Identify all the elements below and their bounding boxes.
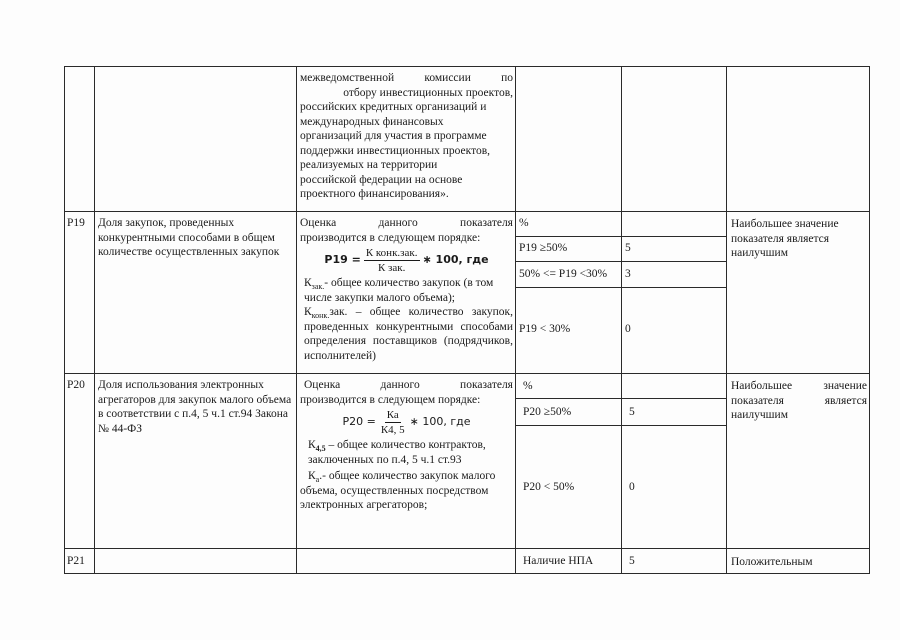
table-col-divider	[726, 66, 727, 574]
scale-score: 5	[625, 242, 631, 254]
text-line: международных финансовых	[300, 115, 444, 128]
text-line: проектного финансирования».	[300, 188, 449, 200]
formula-lhs: Р19 =	[324, 253, 361, 267]
scale-score: 5	[629, 406, 635, 418]
scale-score: 0	[629, 481, 635, 493]
text-line: российских кредитных организаций и	[300, 101, 487, 113]
row-divider	[64, 211, 870, 212]
formula-denominator: К4, 5	[380, 424, 405, 436]
word: показателя	[460, 217, 513, 229]
indicator-code: Р21	[67, 555, 85, 567]
scale-score: 0	[625, 323, 631, 335]
row-divider	[64, 373, 870, 374]
text-line: реализуемых на территории	[300, 159, 438, 171]
word: Оценка	[300, 217, 337, 229]
indicator-code: Р20	[67, 379, 85, 391]
subrow-divider	[515, 425, 726, 426]
formula-lhs: Р20 =	[342, 415, 376, 429]
text-line: отбору инвестиционных проектов,	[343, 86, 513, 99]
word: межведомственной	[300, 72, 395, 84]
scale-score: 5	[629, 555, 635, 567]
indicator-name: Доля закупок, проведенных конкурентными способами в общем количестве осуществленных закупок	[98, 217, 280, 258]
indicator-note: Положительным	[731, 556, 813, 568]
row-divider	[64, 548, 870, 549]
subrow-divider	[515, 236, 726, 237]
definition: $К_а.-$ общее количество закупок малого объема, осуществленных посредством электронных агрегаторов;	[300, 470, 496, 511]
formula-tail: ∗ 100, где	[422, 253, 489, 267]
method-intro-tail: производится в следующем порядке:	[300, 393, 481, 406]
definition: $К_{зак.}-$ общее количество закупок (в том числе закупки малого объема);	[304, 277, 494, 304]
definition: $К_{конк.}зак$. – общее количество закупок, проведенных конкурентными способами определения поставщиков (подрядчиков, исполнителей)	[304, 306, 514, 362]
word: данного	[380, 379, 420, 391]
word: комиссии	[424, 72, 471, 84]
table-col-divider	[515, 66, 516, 574]
text-line: поддержки инвестиционных проектов,	[300, 144, 491, 157]
formula	[300, 409, 513, 436]
table-col-divider	[296, 66, 297, 574]
word: Оценка	[304, 379, 341, 391]
scale-condition: Наличие НПА	[523, 555, 594, 567]
word: по	[501, 72, 513, 84]
criteria-table	[64, 66, 870, 574]
formula-fraction	[379, 409, 407, 436]
scale-score: 3	[625, 268, 631, 280]
formula-numerator: Ка	[386, 409, 399, 421]
unit: %	[523, 380, 533, 392]
word: данного	[378, 217, 418, 229]
scale-condition: 50% <= Р19 <30%	[519, 268, 608, 280]
scale-condition: Р19 < 30%	[519, 323, 571, 335]
subrow-divider	[515, 287, 726, 288]
indicator-name: Доля использования электронных агрегаторов для закупок малого объема в соответствии с п.4, 5 ч.1 ст.94 Закона № 44-ФЗ	[98, 379, 292, 435]
word: показателя	[460, 379, 513, 391]
subrow-divider	[515, 398, 726, 399]
scale-condition: Р20 ≥50%	[523, 406, 572, 418]
table-border-bottom	[64, 573, 870, 574]
subrow-divider	[515, 261, 726, 262]
scale-condition: Р20 < 50%	[523, 481, 575, 493]
definition: $К_{4,5}$ – общее количество контрактов, заключенных по п.4, 5 ч.1 ст.93	[308, 439, 486, 466]
formula	[300, 247, 513, 274]
unit: %	[519, 217, 529, 229]
indicator-note: Наибольшее значение показателя является наилучшим	[731, 218, 839, 259]
scale-condition: Р19 ≥50%	[519, 242, 568, 254]
text-line: организаций для участия в программе	[300, 130, 487, 142]
formula-denominator: К зак.	[377, 262, 406, 274]
calculation-method	[300, 378, 513, 513]
formula-tail: ∗ 100, где	[409, 415, 471, 429]
indicator-note: Наибольшее значение показателя является наилучшим	[731, 380, 867, 421]
formula-numerator: К конк.зак.	[365, 247, 418, 259]
table-col-divider	[621, 66, 622, 574]
table-border-left	[64, 66, 65, 574]
continuation-description	[300, 71, 513, 202]
indicator-code: Р19	[67, 217, 85, 229]
calculation-method	[300, 216, 513, 363]
table-border-right	[869, 66, 870, 574]
text-line: российской федерации на основе	[300, 173, 463, 186]
table-border-top	[64, 66, 870, 67]
method-intro-tail: производится в следующем порядке:	[300, 231, 481, 244]
formula-fraction	[364, 247, 420, 274]
table-col-divider	[94, 66, 95, 574]
